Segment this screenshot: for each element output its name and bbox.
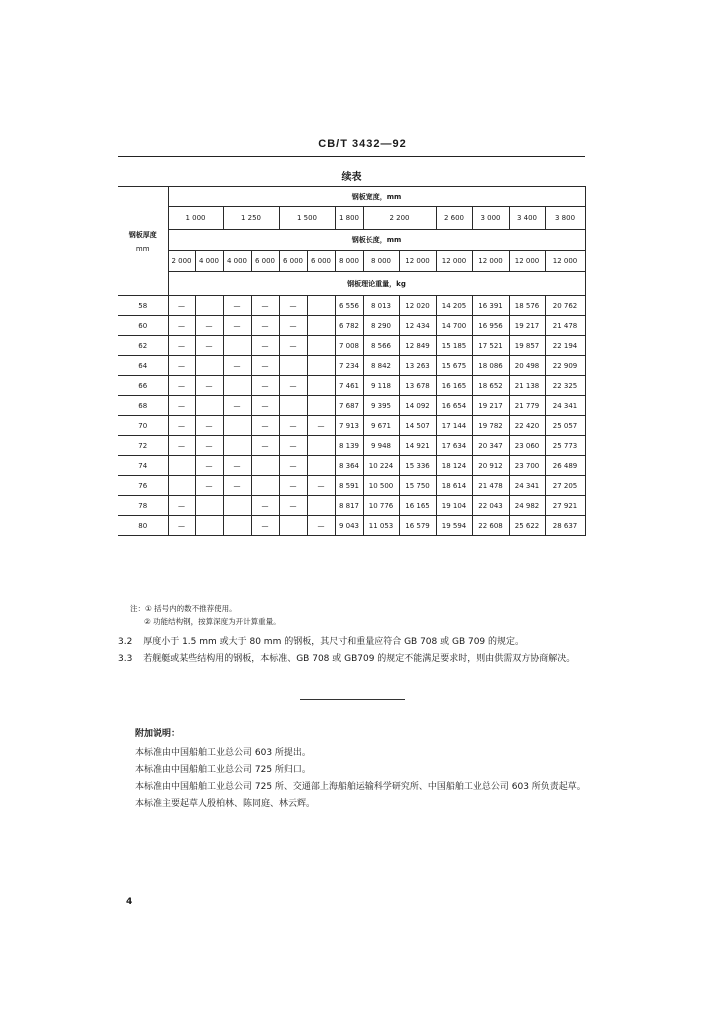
width-cell: 3 400 xyxy=(509,207,545,230)
weight-cell: 23 700 xyxy=(509,456,545,476)
thickness-cell: 64 xyxy=(118,356,168,376)
weight-cell: 20 347 xyxy=(472,436,509,456)
note-1: 注：① 括号内的数不推荐使用。 xyxy=(130,604,237,613)
weight-cell: — xyxy=(168,296,195,316)
thickness-cell: 60 xyxy=(118,316,168,336)
weight-cell: — xyxy=(168,396,195,416)
weight-cell: 17 521 xyxy=(472,336,509,356)
weight-cell: 25 622 xyxy=(509,516,545,536)
weight-cell: 21 779 xyxy=(509,396,545,416)
weight-cell: 10 776 xyxy=(363,496,399,516)
weight-cell: 24 341 xyxy=(545,396,585,416)
length-cell: 2 000 xyxy=(168,251,195,272)
thickness-cell: 68 xyxy=(118,396,168,416)
weight-cell: 20 762 xyxy=(545,296,585,316)
weight-cell: — xyxy=(168,436,195,456)
weight-cell xyxy=(195,496,223,516)
weight-cell xyxy=(307,316,335,336)
addendum-line: 本标准由中国船舶工业总公司 725 所、交通部上海船舶运输科学研究所、中国船舶工业总公司 603 所负责起草。 xyxy=(135,782,586,792)
weight-cell: 16 654 xyxy=(436,396,472,416)
clause-3-3 xyxy=(118,651,593,668)
table-caption: 续表 xyxy=(341,172,362,183)
weight-cell: — xyxy=(251,356,279,376)
thickness-cell: 78 xyxy=(118,496,168,516)
page-number: 4 xyxy=(126,897,133,907)
note-2: ② 功能结构钢，按算深度为开计算重量。 xyxy=(144,617,281,626)
weight-cell: — xyxy=(307,476,335,496)
weight-cell: 9 118 xyxy=(363,376,399,396)
weight-cell xyxy=(279,356,307,376)
width-cell: 2 600 xyxy=(436,207,472,230)
weight-cell: — xyxy=(195,476,223,496)
weight-cell: 18 614 xyxy=(436,476,472,496)
thickness-cell: 66 xyxy=(118,376,168,396)
weight-cell: 17 144 xyxy=(436,416,472,436)
width-cell: 1 000 xyxy=(168,207,223,230)
length-cell: 4 000 xyxy=(195,251,223,272)
weight-cell xyxy=(223,496,251,516)
table-row xyxy=(118,516,585,536)
weight-cell: — xyxy=(223,356,251,376)
addendum-line: 本标准主要起草人殷柏林、陈同庭、林云辉。 xyxy=(135,799,316,809)
thickness-cell: 74 xyxy=(118,456,168,476)
weight-cell: 27 921 xyxy=(545,496,585,516)
thickness-cell: 58 xyxy=(118,296,168,316)
weight-cell xyxy=(168,456,195,476)
weight-cell: 9 043 xyxy=(335,516,363,536)
weight-cell xyxy=(195,356,223,376)
weight-cell: 16 956 xyxy=(472,316,509,336)
weight-cell: 12 020 xyxy=(399,296,436,316)
table-row xyxy=(118,396,585,416)
weight-cell: 18 086 xyxy=(472,356,509,376)
weight-cell: — xyxy=(195,436,223,456)
addendum-title: 附加说明： xyxy=(135,729,181,739)
length-cell: 6 000 xyxy=(279,251,307,272)
weight-cell: — xyxy=(279,456,307,476)
weight-cell xyxy=(307,496,335,516)
weight-cell: 9 948 xyxy=(363,436,399,456)
header-rule xyxy=(118,156,585,157)
weight-cell: 8 290 xyxy=(363,316,399,336)
weight-cell: — xyxy=(279,496,307,516)
weight-cell xyxy=(279,396,307,416)
weight-cell: — xyxy=(223,296,251,316)
table-row xyxy=(118,356,585,376)
clause-number: 3.3 xyxy=(118,654,133,664)
weight-cell: 10 500 xyxy=(363,476,399,496)
weight-cell: 20 498 xyxy=(509,356,545,376)
weight-cell: 19 857 xyxy=(509,336,545,356)
weight-cell: 14 205 xyxy=(436,296,472,316)
weight-cell: 11 053 xyxy=(363,516,399,536)
width-cell: 1 250 xyxy=(223,207,279,230)
weight-cell xyxy=(279,516,307,536)
table-row xyxy=(118,376,585,396)
weight-cell: 7 913 xyxy=(335,416,363,436)
weight-cell: 24 982 xyxy=(509,496,545,516)
weight-cell: 13 678 xyxy=(399,376,436,396)
length-cell: 12 000 xyxy=(545,251,585,272)
width-cell: 3 000 xyxy=(472,207,509,230)
width-cell: 2 200 xyxy=(363,207,436,230)
weight-cell: — xyxy=(251,516,279,536)
weight-cell: 22 909 xyxy=(545,356,585,376)
weight-cell: 15 185 xyxy=(436,336,472,356)
weight-cell xyxy=(168,476,195,496)
table-row xyxy=(118,316,585,336)
weight-cell: 16 165 xyxy=(399,496,436,516)
weight-cell: 14 921 xyxy=(399,436,436,456)
length-cell: 12 000 xyxy=(509,251,545,272)
weight-cell: — xyxy=(279,376,307,396)
weight-cell: 23 060 xyxy=(509,436,545,456)
weight-cell: — xyxy=(279,296,307,316)
weight-caption: 钢板理论重量，kg xyxy=(168,272,585,296)
weight-cell: 7 234 xyxy=(335,356,363,376)
weight-cell: 19 104 xyxy=(436,496,472,516)
table-row xyxy=(118,436,585,456)
weight-cell: 22 325 xyxy=(545,376,585,396)
weight-cell: 28 637 xyxy=(545,516,585,536)
weight-cell xyxy=(223,436,251,456)
weight-cell: 24 341 xyxy=(509,476,545,496)
weight-cell: 16 391 xyxy=(472,296,509,316)
thickness-cell: 70 xyxy=(118,416,168,436)
weight-cell: 7 687 xyxy=(335,396,363,416)
weight-cell: 18 576 xyxy=(509,296,545,316)
weight-cell: 8 566 xyxy=(363,336,399,356)
weight-cell: 20 912 xyxy=(472,456,509,476)
weight-cell xyxy=(223,416,251,436)
length-cell: 6 000 xyxy=(251,251,279,272)
weight-cell: — xyxy=(251,336,279,356)
weight-cell xyxy=(307,356,335,376)
weight-cell xyxy=(223,336,251,356)
weight-cell: — xyxy=(168,416,195,436)
weight-cell xyxy=(307,396,335,416)
weight-cell: — xyxy=(223,456,251,476)
weight-cell: 14 092 xyxy=(399,396,436,416)
weight-cell: — xyxy=(195,376,223,396)
weight-cell xyxy=(223,376,251,396)
length-cell: 4 000 xyxy=(223,251,251,272)
weight-cell: 15 750 xyxy=(399,476,436,496)
weight-cell: — xyxy=(195,316,223,336)
thickness-cell: 80 xyxy=(118,516,168,536)
weight-cell: — xyxy=(251,316,279,336)
weight-cell: — xyxy=(168,496,195,516)
table-row xyxy=(118,296,585,316)
addendum-line: 本标准由中国船舶工业总公司 603 所提出。 xyxy=(135,748,311,758)
weight-cell: 14 507 xyxy=(399,416,436,436)
weight-cell: — xyxy=(251,436,279,456)
weight-cell: — xyxy=(168,336,195,356)
weight-cell: 27 205 xyxy=(545,476,585,496)
weight-cell xyxy=(307,436,335,456)
weight-cell: 8 364 xyxy=(335,456,363,476)
length-cell: 12 000 xyxy=(436,251,472,272)
thickness-cell: 76 xyxy=(118,476,168,496)
weight-cell: 6 782 xyxy=(335,316,363,336)
weight-cell: — xyxy=(251,416,279,436)
weight-cell: — xyxy=(195,336,223,356)
weight-cell: 19 217 xyxy=(472,396,509,416)
weight-cell: 22 608 xyxy=(472,516,509,536)
weight-cell: — xyxy=(251,396,279,416)
weight-cell: 14 700 xyxy=(436,316,472,336)
length-cell: 8 000 xyxy=(335,251,363,272)
weight-cell: 9 671 xyxy=(363,416,399,436)
weight-cell xyxy=(307,296,335,316)
weight-cell: — xyxy=(223,316,251,336)
clause-text: 厚度小于 1.5 mm 或大于 80 mm 的钢板，其尺寸和重量应符合 GB 708 或 GB 709 的规定。 xyxy=(143,637,525,647)
table-row xyxy=(118,456,585,476)
weight-cell: 25 057 xyxy=(545,416,585,436)
weight-cell: — xyxy=(251,296,279,316)
weight-cell xyxy=(307,376,335,396)
weight-cell: — xyxy=(251,496,279,516)
weight-cell: 8 842 xyxy=(363,356,399,376)
weight-cell: 17 634 xyxy=(436,436,472,456)
weight-cell: — xyxy=(168,356,195,376)
weight-cell: — xyxy=(279,316,307,336)
table-row xyxy=(118,496,585,516)
weight-cell: 21 478 xyxy=(472,476,509,496)
weight-cell: 21 478 xyxy=(545,316,585,336)
table-notes xyxy=(130,602,281,628)
weight-cell: 8 817 xyxy=(335,496,363,516)
weight-cell xyxy=(195,516,223,536)
weight-cell: — xyxy=(279,336,307,356)
weight-cell: 21 138 xyxy=(509,376,545,396)
thickness-header xyxy=(118,187,168,296)
weight-cell xyxy=(195,296,223,316)
weight-cell: 22 043 xyxy=(472,496,509,516)
clause-text: 若舰艇或某些结构用的钢板，本标准、GB 708 或 GB709 的规定不能满足要求时，则由供需双方协商解决。 xyxy=(143,654,576,664)
weight-cell: — xyxy=(195,416,223,436)
weight-cell: 8 591 xyxy=(335,476,363,496)
steel-plate-weight-table xyxy=(118,186,586,536)
weight-cell xyxy=(223,516,251,536)
width-cell: 3 800 xyxy=(545,207,585,230)
weight-cell: 7 461 xyxy=(335,376,363,396)
weight-cell: 8 139 xyxy=(335,436,363,456)
weight-cell: 12 849 xyxy=(399,336,436,356)
weight-cell xyxy=(307,456,335,476)
clause-number: 3.2 xyxy=(118,637,133,647)
weight-cell: 15 675 xyxy=(436,356,472,376)
weight-cell: 6 556 xyxy=(335,296,363,316)
addendum-line: 本标准由中国船舶工业总公司 725 所归口。 xyxy=(135,765,311,775)
weight-cell: 13 263 xyxy=(399,356,436,376)
length-caption: 钢板长度，mm xyxy=(168,230,585,251)
weight-cell: 16 579 xyxy=(399,516,436,536)
weight-cell: — xyxy=(195,456,223,476)
length-cell: 6 000 xyxy=(307,251,335,272)
weight-cell: 15 336 xyxy=(399,456,436,476)
thickness-cell: 62 xyxy=(118,336,168,356)
weight-cell: 22 420 xyxy=(509,416,545,436)
length-cell: 12 000 xyxy=(399,251,436,272)
weight-cell: 19 217 xyxy=(509,316,545,336)
weight-cell: 12 434 xyxy=(399,316,436,336)
weight-cell xyxy=(307,336,335,356)
weight-cell: — xyxy=(307,416,335,436)
width-cell: 1 500 xyxy=(279,207,335,230)
weight-cell: — xyxy=(279,416,307,436)
thickness-label: 钢板厚度 xyxy=(128,230,157,239)
width-caption: 钢板宽度，mm xyxy=(168,187,585,207)
section-divider xyxy=(300,699,405,700)
weight-cell: 9 395 xyxy=(363,396,399,416)
table-row xyxy=(118,476,585,496)
width-cell: 1 800 xyxy=(335,207,363,230)
weight-cell: — xyxy=(307,516,335,536)
weight-cell xyxy=(251,476,279,496)
length-cell: 12 000 xyxy=(472,251,509,272)
length-row xyxy=(118,251,585,272)
weight-cell: — xyxy=(279,476,307,496)
thickness-cell: 72 xyxy=(118,436,168,456)
page-header: CB/T 3432—92 xyxy=(318,138,407,150)
weight-cell: 16 165 xyxy=(436,376,472,396)
table-body xyxy=(118,296,585,536)
weight-cell: 22 194 xyxy=(545,336,585,356)
weight-cell: 7 008 xyxy=(335,336,363,356)
weight-cell: 19 594 xyxy=(436,516,472,536)
weight-cell xyxy=(195,396,223,416)
weight-cell: 18 652 xyxy=(472,376,509,396)
table-row xyxy=(118,416,585,436)
weight-cell xyxy=(251,456,279,476)
clause-3-2 xyxy=(118,634,593,651)
weight-cell: — xyxy=(251,376,279,396)
weight-cell: 8 013 xyxy=(363,296,399,316)
weight-cell: — xyxy=(168,316,195,336)
thickness-unit: mm xyxy=(135,244,150,253)
table-row xyxy=(118,336,585,356)
weight-cell: 25 773 xyxy=(545,436,585,456)
weight-cell: 19 782 xyxy=(472,416,509,436)
length-cell: 8 000 xyxy=(363,251,399,272)
weight-cell: 26 489 xyxy=(545,456,585,476)
weight-cell: — xyxy=(223,396,251,416)
width-row xyxy=(118,207,585,230)
weight-cell: — xyxy=(168,516,195,536)
weight-cell: 18 124 xyxy=(436,456,472,476)
weight-cell: — xyxy=(223,476,251,496)
addendum xyxy=(118,726,593,813)
weight-cell: — xyxy=(279,436,307,456)
weight-cell: — xyxy=(168,376,195,396)
weight-cell: 10 224 xyxy=(363,456,399,476)
